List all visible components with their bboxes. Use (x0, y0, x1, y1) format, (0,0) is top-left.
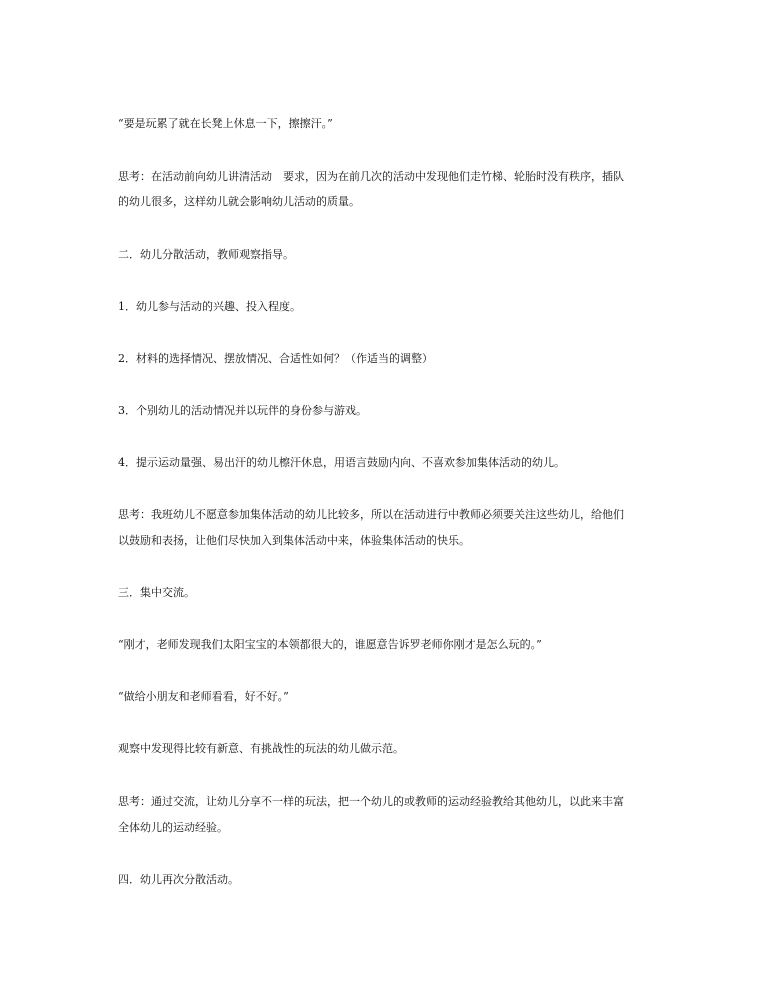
observation-demo: 观察中发现得比较有新意、有挑战性的玩法的幼儿做示范。 (118, 742, 404, 755)
section-4-heading: 四．幼儿再次分散活动。 (118, 873, 239, 886)
reflection-3-line-2: 全体幼儿的运动经验。 (118, 821, 228, 834)
section-3-heading: 三．集中交流。 (118, 586, 195, 599)
reflection-1-line-1: 思考：在活动前向幼儿讲清活动 要求，因为在前几次的活动中发现他们走竹梯、轮胎时没有秩序，插队 (118, 170, 624, 183)
quote-rest-reminder: “要是玩累了就在长凳上休息一下，擦擦汗。” (118, 117, 333, 130)
reflection-3-line-1: 思考：通过交流，让幼儿分享不一样的玩法，把一个幼儿的或教师的运动经验教给其他幼儿，以此来丰富 (118, 795, 624, 808)
list-item-1: 1．幼儿参与活动的兴趣、投入程度。 (118, 300, 301, 313)
list-item-2: 2．材料的选择情况、摆放情况、合适性如何？（作适当的调整） (118, 352, 433, 365)
reflection-1-line-2: 的幼儿很多，这样幼儿就会影响幼儿活动的质量。 (118, 195, 360, 208)
reflection-2-line-2: 以鼓励和表扬，让他们尽快加入到集体活动中来，体验集体活动的快乐。 (118, 534, 470, 547)
quote-show-friends: “做给小朋友和老师看看，好不好。” (118, 690, 289, 703)
reflection-2-line-1: 思考：我班幼儿不愿意参加集体活动的幼儿比较多，所以在活动进行中教师必须要关注这些幼儿，给他们 (118, 508, 624, 521)
quote-teacher-question: “刚才，老师发现我们太阳宝宝的本领都很大的，谁愿意告诉罗老师你刚才是怎么玩的。” (118, 638, 542, 651)
section-2-heading: 二．幼儿分散活动，教师观察指导。 (118, 248, 294, 261)
list-item-4: 4．提示运动量强、易出汗的幼儿檫汗休息，用语言鼓励内向、不喜欢参加集体活动的幼儿。 (118, 456, 565, 469)
list-item-3: 3．个别幼儿的活动情况并以玩伴的身份参与游戏。 (118, 404, 367, 417)
